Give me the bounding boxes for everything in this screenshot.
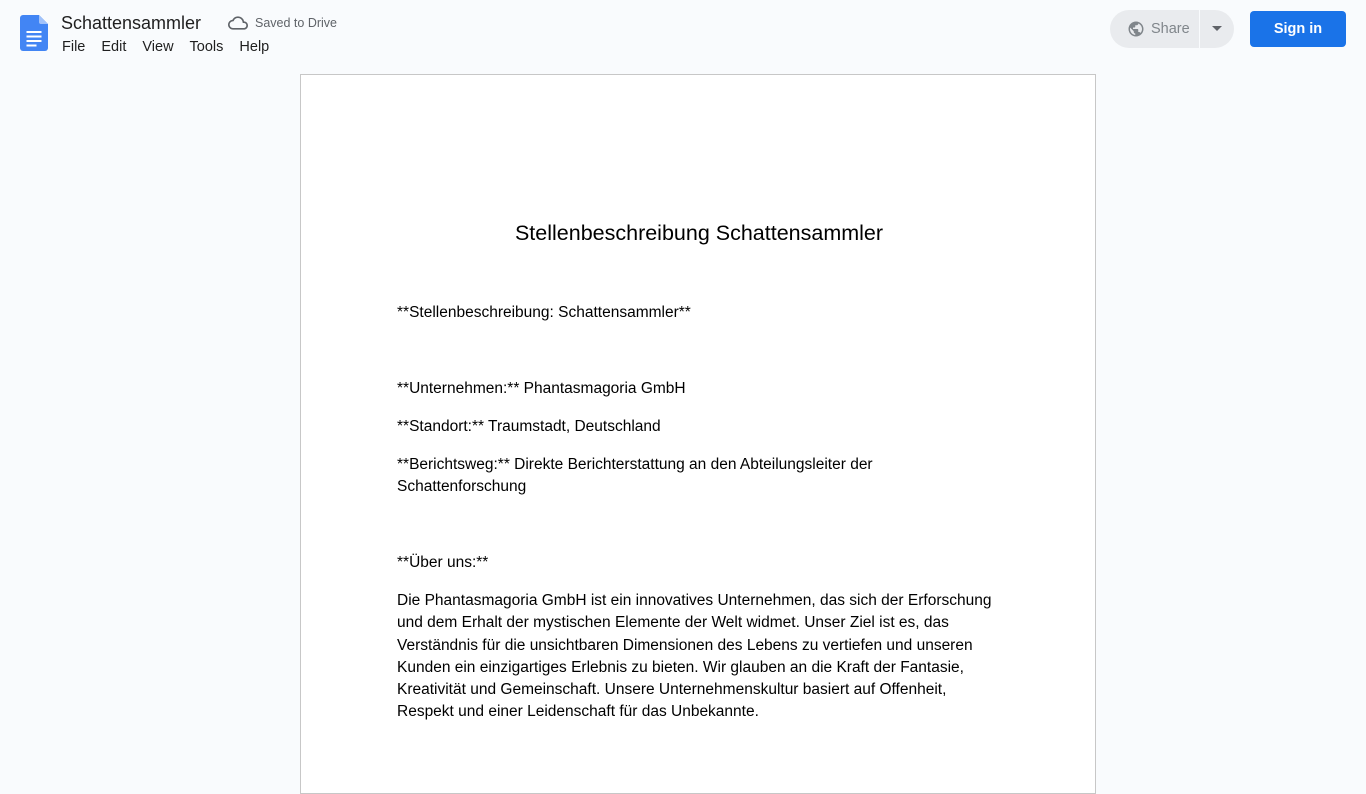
top-bar bbox=[0, 0, 1366, 64]
paragraph-about-text: Die Phantasmagoria GmbH ist ein innovatives Unternehmen, das sich der Erforschung und dem Erhalt der mystischen Elemente der Welt widmet. Unser Ziel ist es, das Verständnis für die unsichtbaren Dimensionen des Lebens zu vertiefen und unseren Kunden ein einzigartiges Erlebnis zu bieten. Wir glauben an die Kraft der Fantasie, Kreativität und Gemeinschaft. Unsere Unternehmenskultur basiert auf Offenheit, Respekt und einer Leidenschaft für das Unbekannte. bbox=[397, 592, 992, 721]
save-status-label: Saved to Drive bbox=[255, 16, 337, 30]
share-control bbox=[1110, 10, 1234, 48]
paragraph-about-heading: **Über uns:** bbox=[397, 554, 489, 571]
cloud-done-icon bbox=[228, 13, 248, 33]
globe-icon bbox=[1127, 20, 1145, 38]
menu-view[interactable]: View bbox=[142, 39, 174, 55]
menu-edit[interactable]: Edit bbox=[101, 39, 127, 55]
share-options-button[interactable] bbox=[1200, 10, 1234, 48]
document-heading: Stellenbeschreibung Schattensammler bbox=[514, 221, 884, 245]
menu-tools[interactable]: Tools bbox=[189, 39, 224, 55]
paragraph-location: **Standort:** Traumstadt, Deutschland bbox=[397, 418, 661, 435]
menu-file[interactable]: File bbox=[62, 39, 86, 55]
menu-bar bbox=[54, 36, 277, 58]
google-docs-icon[interactable] bbox=[20, 15, 48, 51]
caret-down-icon bbox=[1212, 26, 1222, 32]
sign-in-button[interactable]: Sign in bbox=[1250, 11, 1346, 47]
paragraph-job-title: **Stellenbeschreibung: Schattensammler** bbox=[397, 304, 691, 321]
paragraph-company: **Unternehmen:** Phantasmagoria GmbH bbox=[397, 380, 686, 397]
document-title[interactable]: Schattensammler bbox=[61, 13, 202, 33]
save-status[interactable] bbox=[228, 13, 337, 33]
share-button[interactable] bbox=[1110, 10, 1200, 48]
share-label: Share bbox=[1151, 21, 1190, 37]
document-page[interactable] bbox=[300, 74, 1096, 794]
paragraph-reporting: **Berichtsweg:** Direkte Berichterstattung an den Abteilungsleiter der Schattenforschung bbox=[397, 456, 873, 496]
menu-help[interactable]: Help bbox=[239, 39, 270, 55]
